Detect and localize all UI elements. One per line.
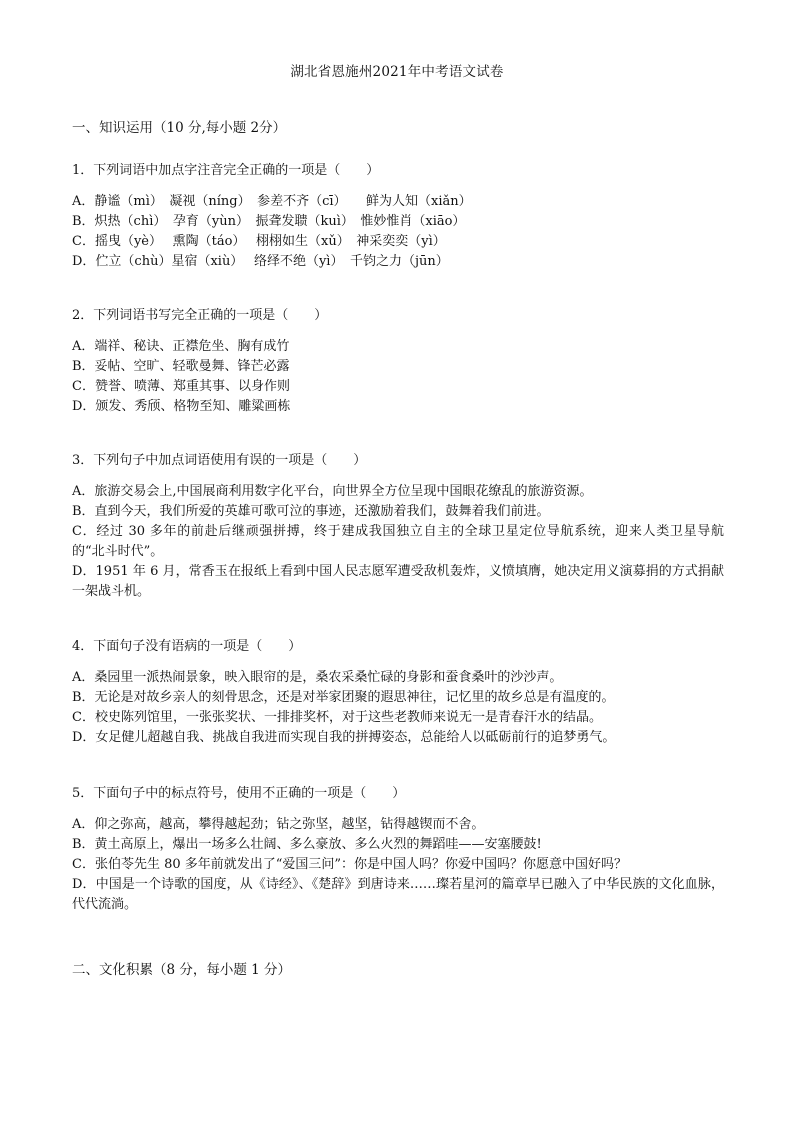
option-b: B．黄土高原上，爆出一场多么壮阔、多么豪放、多么火烈的舞蹈哇——安塞腰鼓! [72, 837, 542, 852]
option-list [72, 192, 724, 272]
option-a: A．旅游交易会上,中国展商利用数字化平台，向世界全方位呈现中国眼花缭乱的旅游资源。 [72, 484, 593, 499]
option-c: C．经过 30 多年的前赴后继顽强拼搏，终于建成我国独立自主的全球卫星定位导航系统，迎来人类卫星导航的“北斗时代”。 [72, 524, 724, 559]
section-heading-culture: 二、文化积累（8 分，每小题 1 分） [72, 962, 292, 978]
option-c: C．校史陈列馆里，一张张奖状、一排排奖杯，对于这些老教师来说无一是青春汗水的结晶。 [72, 710, 602, 725]
option-a: A．端祥、秘诀、正襟危坐、胸有成竹 [72, 339, 290, 354]
option-a: A．桑园里一派热闹景象，映入眼帘的是，桑农采桑忙碌的身影和蚕食桑叶的沙沙声。 [72, 670, 563, 685]
question-3 [72, 451, 724, 602]
option-list [72, 482, 724, 602]
question-stem: 1．下列词语中加点字注音完全正确的一项是（ ） [72, 163, 380, 178]
option-d: D．中国是一个诗歌的国度，从《诗经》、《楚辞》到唐诗来……璨若星河的篇章早已融入了中华民族的文化血脉，代代流淌。 [72, 877, 724, 912]
question-1 [72, 161, 724, 272]
option-b: B．炽热（chì） 孕育（yùn） 振聋发聩（kuì） 惟妙惟肖（xiāo） [72, 214, 466, 229]
option-b: B．无论是对故乡亲人的刻骨思念，还是对举家团聚的遐思神往，记忆里的故乡总是有温度的。 [72, 690, 615, 705]
option-a: A．仰之弥高，越高，攀得越起劲；钻之弥坚，越坚，钻得越锲而不舍。 [72, 817, 485, 832]
option-list [72, 337, 724, 417]
question-5 [72, 784, 724, 915]
option-list [72, 668, 724, 748]
option-d: D．伫立（chù）星宿（xiù） 络绎不绝（yì） 千钧之力（jūn） [72, 254, 449, 269]
question-stem: 5．下面句子中的标点符号，使用不正确的一项是（ ） [72, 786, 406, 801]
option-c: C．摇曳（yè） 熏陶（táo） 栩栩如生（xǔ） 神采奕奕（yì） [72, 234, 446, 249]
option-d: D．1951 年 6 月，常香玉在报纸上看到中国人民志愿军遭受敌机轰炸，义愤填膺，她决定用义演募捐的方式捐献一架战斗机。 [72, 564, 724, 599]
option-b: B．直到今天，我们所爱的英雄可歌可泣的事迹，还激励着我们，鼓舞着我们前进。 [72, 504, 550, 519]
option-b: B．妥帖、空旷、轻歌曼舞、锋芒必露 [72, 359, 290, 374]
option-d: D．颁发、秀颀、格物至知、雕粱画栋 [72, 399, 291, 414]
question-stem: 2．下列词语书写完全正确的一项是（ ） [72, 308, 328, 323]
option-a: A．静谧（mì） 凝视（níng） 参差不齐（cī） 鲜为人知（xiǎn） [72, 194, 472, 209]
option-list [72, 815, 724, 915]
question-4 [72, 637, 724, 748]
question-stem: 3．下列句子中加点词语使用有误的一项是（ ） [72, 453, 367, 468]
option-c: C．张伯苓先生 80 多年前就发出了“爱国三问”：你是中国人吗？你爱中国吗？你愿意中国好吗？ [72, 857, 628, 872]
question-stem: 4．下面句子没有语病的一项是（ ） [72, 639, 302, 654]
option-c: C．赞誉、喷薄、郑重其事、以身作则 [72, 379, 290, 394]
section-heading-knowledge: 一、知识运用（10 分,每小题 2分） [72, 120, 287, 136]
question-2 [72, 306, 724, 417]
exam-title: 湖北省恩施州2021年中考语文试卷 [290, 64, 504, 80]
option-d: D．女足健儿超越自我、挑战自我进而实现自我的拼搏姿态，总能给人以砥砺前行的追梦勇气。 [72, 730, 616, 745]
